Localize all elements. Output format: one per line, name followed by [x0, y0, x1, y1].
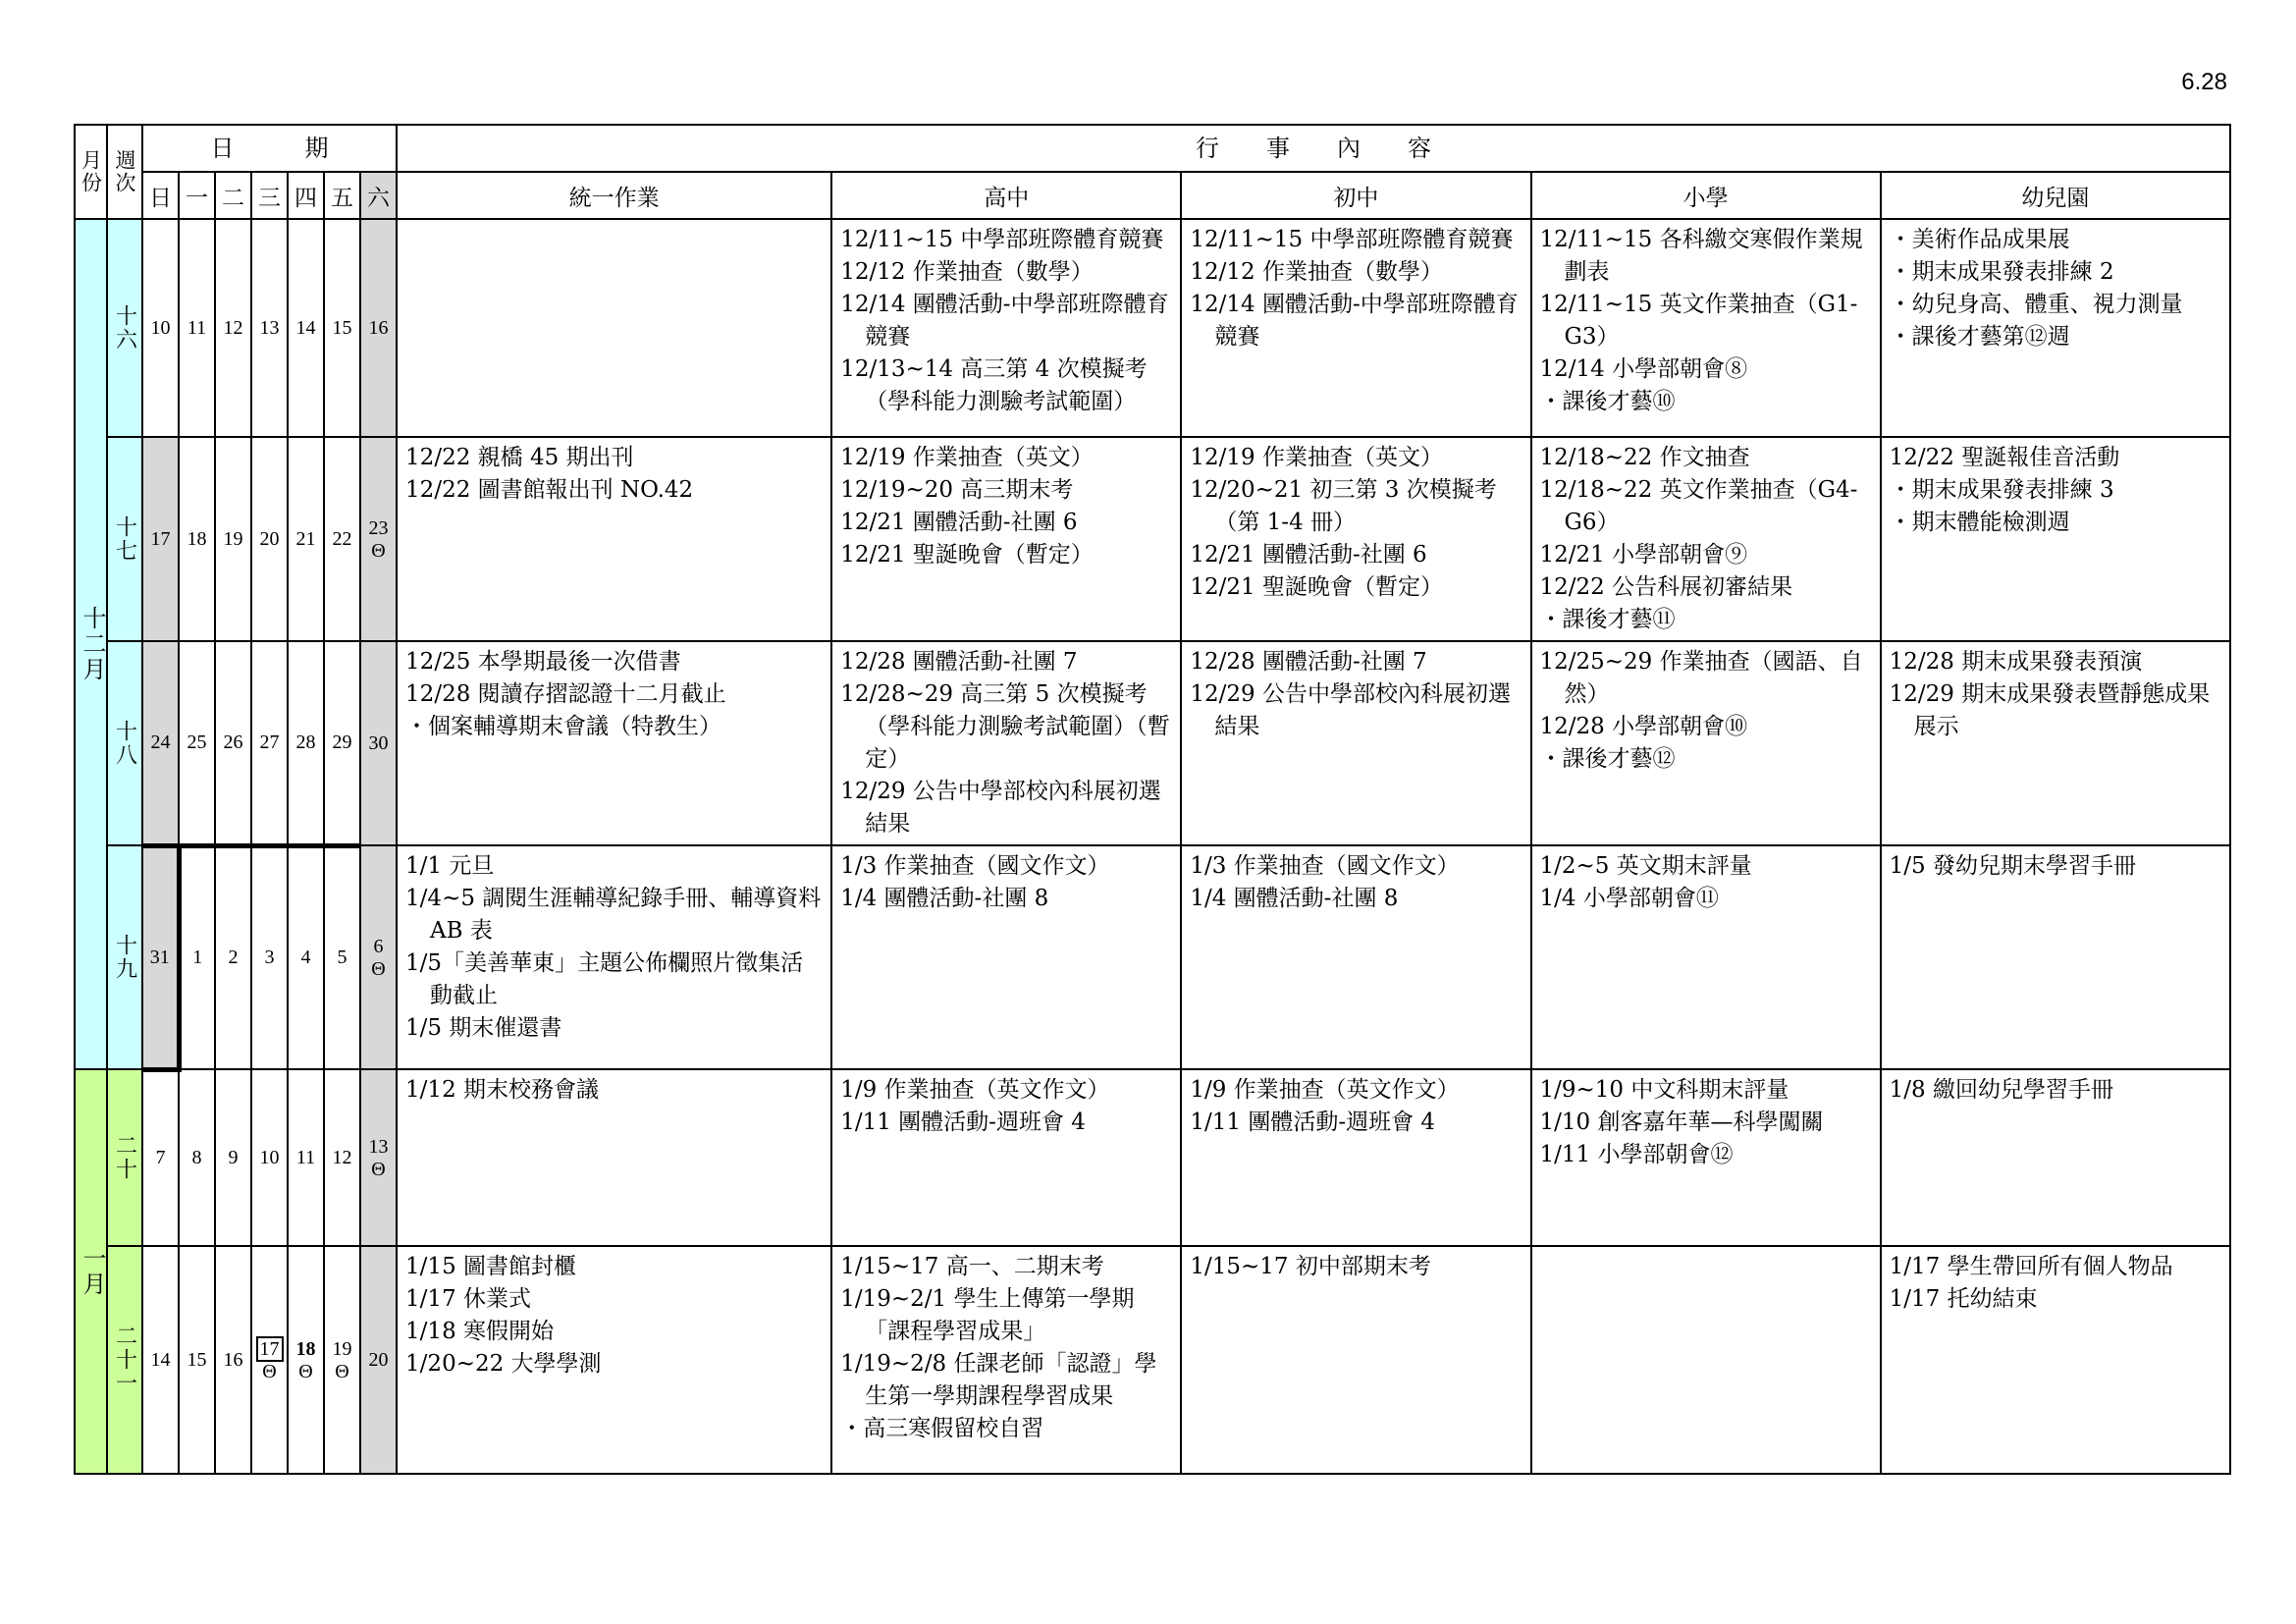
- week-row: [75, 1246, 2230, 1474]
- event-item: 1/1 元旦: [405, 853, 495, 879]
- holiday-mark-icon: Θ: [335, 1360, 349, 1382]
- event-item: 12/19 作業抽查（英文）: [1190, 445, 1443, 470]
- event-list: [1190, 1251, 1523, 1283]
- event-item: 1/15 圖書館封櫃: [405, 1254, 577, 1279]
- date-number: 14: [150, 1348, 171, 1371]
- event-item: 1/5 期末催還書: [405, 1015, 562, 1041]
- event-list: [405, 442, 825, 507]
- week-number-cell: [107, 437, 142, 641]
- holiday-mark-icon: Θ: [371, 539, 386, 562]
- event-item: 12/13~14 高三第 4 次模擬考（學科能力測驗考試範圍）: [840, 356, 1148, 414]
- event-list: [840, 850, 1174, 915]
- event-list: [405, 646, 825, 743]
- event-item: 12/25~29 作業抽查（國語、自然）: [1539, 649, 1863, 707]
- event-item: 12/28 團體活動-社團 7: [840, 649, 1078, 675]
- event-item: 12/21 聖誕晚會（暫定）: [840, 542, 1094, 568]
- date-number: 18: [295, 1337, 316, 1360]
- events-unified: [397, 1069, 831, 1246]
- event-item: 12/19 作業抽查（英文）: [840, 445, 1094, 470]
- date-cell: [251, 1069, 288, 1246]
- event-item: 1/15~17 高一、二期末考: [840, 1254, 1104, 1279]
- date-cell: [142, 845, 179, 1069]
- date-cell: [360, 1069, 397, 1246]
- date-cell: [215, 1246, 251, 1474]
- school-calendar-table: [74, 124, 2231, 1475]
- events-unified: [397, 219, 831, 437]
- event-item: 12/19~20 高三期末考: [840, 477, 1074, 503]
- event-item: 12/28 小學部朝會⑩: [1539, 714, 1748, 739]
- event-list: [405, 850, 825, 1045]
- event-item: 12/22 聖誕報佳音活動: [1889, 445, 2120, 470]
- date-number: 13: [368, 1135, 389, 1158]
- date-number: 1: [192, 947, 203, 969]
- events-high: [831, 1069, 1181, 1246]
- event-item: 1/3 作業抽查（國文作文）: [840, 853, 1110, 879]
- weekday-header: 三: [251, 172, 288, 219]
- event-item: 12/28~29 高三第 5 次模擬考（學科能力測驗考試範圍）（暫定）: [840, 681, 1170, 772]
- event-list: [1890, 1251, 2223, 1316]
- week-number: 十七: [112, 515, 137, 563]
- date-number: 17: [256, 1336, 284, 1362]
- date-number: 20: [259, 527, 280, 550]
- date-number: 19: [223, 527, 243, 550]
- event-item: 1/8 繳回幼兒學習手冊: [1889, 1077, 2113, 1103]
- date-cell: [142, 1246, 179, 1474]
- events-unified: [397, 437, 831, 641]
- event-list: [1890, 224, 2223, 353]
- event-item: ・課後才藝⑪: [1539, 607, 1676, 632]
- week-header: 週次: [107, 125, 142, 219]
- date-number: 3: [264, 947, 275, 969]
- date-number: 2: [228, 947, 239, 969]
- event-item: 12/14 團體活動-中學部班際體育競賽: [840, 292, 1169, 350]
- date-number: 11: [295, 1146, 316, 1168]
- event-item: 1/10 創客嘉年華—科學闖關: [1539, 1110, 1824, 1135]
- date-cell: [288, 437, 324, 641]
- weekday-header: 六: [360, 172, 397, 219]
- event-list: [840, 442, 1174, 571]
- event-item: 1/11 團體活動-週班會 4: [1190, 1110, 1436, 1135]
- week-row: [75, 845, 2230, 1069]
- date-cell: [215, 219, 251, 437]
- date-cell: [179, 845, 215, 1069]
- events-high: [831, 437, 1181, 641]
- month-cell: [75, 1069, 107, 1474]
- event-item: 12/29 公告中學部校內科展初選結果: [1190, 681, 1511, 739]
- date-cell: [179, 1069, 215, 1246]
- event-item: 12/18~22 英文作業抽查（G4-G6）: [1539, 477, 1858, 535]
- events-kinder: [1881, 437, 2230, 641]
- date-number: 30: [368, 731, 389, 754]
- event-item: 1/17 托幼結束: [1889, 1286, 2038, 1312]
- event-item: 12/11~15 各科繳交寒假作業規劃表: [1539, 227, 1863, 285]
- event-item: 12/20~21 初三第 3 次模擬考（第 1-4 冊）: [1190, 477, 1497, 535]
- date-cell: [288, 1246, 324, 1474]
- events-junior: [1181, 1069, 1530, 1246]
- date-number: 10: [259, 1146, 280, 1168]
- date-cell: [215, 845, 251, 1069]
- date-number: 22: [332, 527, 352, 550]
- week-number: 十九: [112, 934, 137, 981]
- event-item: 12/12 作業抽查（數學）: [840, 259, 1094, 285]
- date-cell: [251, 641, 288, 845]
- date-number: 12: [223, 316, 243, 339]
- event-list: [1190, 1074, 1523, 1139]
- date-number: 20: [368, 1348, 389, 1371]
- date-cell: [324, 437, 360, 641]
- event-item: 1/4~5 調閱生涯輔導紀錄手冊、輔導資料 AB 表: [405, 886, 822, 944]
- event-item: 12/28 閱讀存摺認證十二月截止: [405, 681, 726, 707]
- event-list: [405, 1251, 825, 1380]
- date-number: 11: [187, 316, 207, 339]
- date-cell: [324, 641, 360, 845]
- column-header: 小學: [1531, 172, 1881, 219]
- event-item: 12/14 小學部朝會⑧: [1539, 356, 1748, 382]
- holiday-mark-icon: Θ: [371, 1158, 386, 1180]
- date-cell: [288, 1069, 324, 1246]
- event-item: 12/11~15 英文作業抽查（G1-G3）: [1539, 292, 1858, 350]
- weekday-header: 二: [215, 172, 251, 219]
- events-junior: [1181, 845, 1530, 1069]
- date-cell: [360, 437, 397, 641]
- date-number: 24: [150, 731, 171, 753]
- column-header: 高中: [831, 172, 1181, 219]
- event-item: 1/15~17 初中部期末考: [1190, 1254, 1431, 1279]
- week-number: 十六: [112, 304, 137, 352]
- event-item: 1/9~10 中文科期末評量: [1539, 1077, 1789, 1103]
- event-item: 1/12 期末校務會議: [405, 1077, 600, 1103]
- events-high: [831, 641, 1181, 845]
- week-number: 二十一: [112, 1325, 137, 1395]
- date-cell: [360, 219, 397, 437]
- event-item: 1/11 團體活動-週班會 4: [840, 1110, 1086, 1135]
- event-list: [1540, 224, 1874, 418]
- events-kinder: [1881, 1246, 2230, 1474]
- event-list: [1540, 850, 1874, 915]
- event-item: 12/25 本學期最後一次借書: [405, 649, 681, 675]
- event-item: ・高三寒假留校自習: [840, 1416, 1044, 1441]
- events-kinder: [1881, 1069, 2230, 1246]
- event-item: 12/21 團體活動-社團 6: [1190, 542, 1427, 568]
- events-junior: [1181, 219, 1530, 437]
- date-number: 16: [223, 1348, 243, 1371]
- events-junior: [1181, 1246, 1530, 1474]
- date-cell: [360, 1246, 397, 1474]
- events-high: [831, 1246, 1181, 1474]
- date-cell: [324, 845, 360, 1069]
- events-kinder: [1881, 219, 2230, 437]
- date-cell: [360, 641, 397, 845]
- event-item: 1/19~2/8 任課老師「認證」學生第一學期課程學習成果: [840, 1351, 1157, 1409]
- week-row: [75, 1069, 2230, 1246]
- date-number: 19: [332, 1337, 352, 1360]
- date-cell: [179, 641, 215, 845]
- week-number-cell: [107, 219, 142, 437]
- event-item: 1/20~22 大學學測: [405, 1351, 602, 1377]
- event-list: [1190, 442, 1523, 604]
- event-item: 12/22 圖書館報出刊 NO.42: [405, 477, 694, 503]
- event-item: 12/21 團體活動-社團 6: [840, 510, 1078, 535]
- date-number: 21: [295, 527, 316, 550]
- event-item: 12/22 公告科展初審結果: [1539, 574, 1793, 600]
- event-item: ・個案輔導期末會議（特教生）: [405, 714, 722, 739]
- holiday-mark-icon: Θ: [371, 957, 386, 980]
- event-item: 12/22 親橋 45 期出刊: [405, 445, 634, 470]
- event-list: [1540, 442, 1874, 636]
- event-item: 1/17 休業式: [405, 1286, 532, 1312]
- date-number: 15: [332, 316, 352, 339]
- event-item: 1/3 作業抽查（國文作文）: [1190, 853, 1460, 879]
- date-number: 4: [300, 947, 311, 969]
- date-cell: [251, 845, 288, 1069]
- date-cell: [142, 641, 179, 845]
- date-cell: [215, 641, 251, 845]
- date-number: 16: [368, 316, 389, 339]
- date-cell: [324, 1246, 360, 1474]
- event-item: ・課後才藝第⑫週: [1889, 324, 2070, 350]
- date-cell: [251, 1246, 288, 1474]
- event-item: 1/9 作業抽查（英文作文）: [1190, 1077, 1460, 1103]
- week-row: [75, 437, 2230, 641]
- date-number: 26: [223, 731, 243, 753]
- date-number: 14: [295, 316, 316, 339]
- event-item: 1/19~2/1 學生上傳第一學期「課程學習成果」: [840, 1286, 1135, 1344]
- event-item: 12/28 期末成果發表預演: [1889, 649, 2143, 675]
- date-cell: [288, 219, 324, 437]
- date-cell: [142, 219, 179, 437]
- events-unified: [397, 1246, 831, 1474]
- column-header: 初中: [1181, 172, 1530, 219]
- date-number: 15: [187, 1348, 207, 1371]
- events-primary: [1531, 437, 1881, 641]
- events-header: 行 事 內 容: [397, 125, 2230, 172]
- column-header: 統一作業: [397, 172, 831, 219]
- event-item: 12/18~22 作文抽查: [1539, 445, 1750, 470]
- week-row: [75, 641, 2230, 845]
- event-list: [1190, 646, 1523, 743]
- date-cell: [288, 641, 324, 845]
- event-item: 1/4 團體活動-社團 8: [840, 886, 1049, 911]
- date-cell: [360, 845, 397, 1069]
- event-item: 1/9 作業抽查（英文作文）: [840, 1077, 1110, 1103]
- events-unified: [397, 641, 831, 845]
- holiday-mark-icon: Θ: [262, 1360, 277, 1382]
- event-item: 12/29 期末成果發表暨靜態成果展示: [1889, 681, 2211, 739]
- date-number: 6: [373, 935, 384, 957]
- date-number: 8: [191, 1146, 202, 1168]
- event-item: 1/11 小學部朝會⑫: [1539, 1142, 1734, 1167]
- event-list: [1890, 1074, 2223, 1107]
- event-item: ・課後才藝⑫: [1539, 746, 1676, 772]
- month-label: 一月: [79, 1246, 106, 1297]
- week-number-cell: [107, 641, 142, 845]
- event-item: ・幼兒身高、體重、視力測量: [1889, 292, 2183, 317]
- events-junior: [1181, 437, 1530, 641]
- event-list: [1540, 646, 1874, 776]
- event-list: [405, 1074, 825, 1107]
- event-item: 1/17 學生帶回所有個人物品: [1889, 1254, 2173, 1279]
- month-cell: [75, 219, 107, 1069]
- date-number: 27: [259, 731, 280, 753]
- event-item: 1/5「美善華東」主題公佈欄照片徵集活動截止: [405, 950, 804, 1008]
- events-high: [831, 219, 1181, 437]
- event-item: 1/18 寒假開始: [405, 1319, 555, 1344]
- event-item: 12/21 小學部朝會⑨: [1539, 542, 1748, 568]
- event-item: 12/29 公告中學部校內科展初選結果: [840, 779, 1161, 837]
- weekday-header: 五: [324, 172, 360, 219]
- date-cell: [215, 1069, 251, 1246]
- event-list: [1890, 850, 2223, 883]
- event-item: 12/21 聖誕晚會（暫定）: [1190, 574, 1443, 600]
- date-cell: [179, 1246, 215, 1474]
- event-item: 12/28 團體活動-社團 7: [1190, 649, 1427, 675]
- events-kinder: [1881, 641, 2230, 845]
- date-cell: [288, 845, 324, 1069]
- week-number-cell: [107, 845, 142, 1069]
- date-cell: [251, 219, 288, 437]
- event-list: [1890, 442, 2223, 539]
- page-number: 6.28: [2181, 69, 2227, 95]
- event-list: [1190, 224, 1523, 353]
- weekday-header: 四: [288, 172, 324, 219]
- date-cell: [215, 437, 251, 641]
- date-cell: [251, 437, 288, 641]
- event-list: [840, 1251, 1174, 1445]
- event-item: 12/11~15 中學部班際體育競賽: [1190, 227, 1514, 252]
- events-primary: [1531, 845, 1881, 1069]
- event-item: ・期末成果發表排練 3: [1889, 477, 2114, 503]
- date-number: 28: [295, 731, 316, 753]
- date-number: 7: [155, 1147, 166, 1169]
- date-number: 23: [368, 516, 389, 539]
- holiday-mark-icon: Θ: [298, 1360, 313, 1382]
- date-number: 5: [337, 947, 347, 969]
- date-number: 10: [150, 316, 171, 339]
- events-unified: [397, 845, 831, 1069]
- date-cell: [142, 1069, 179, 1246]
- event-item: 1/5 發幼兒期末學習手冊: [1889, 853, 2136, 879]
- event-item: ・美術作品成果展: [1889, 227, 2070, 252]
- column-header: 幼兒園: [1881, 172, 2230, 219]
- week-row: [75, 219, 2230, 437]
- events-primary: [1531, 1069, 1881, 1246]
- events-primary: [1531, 1246, 1881, 1474]
- week-number-cell: [107, 1246, 142, 1474]
- event-item: 1/4 團體活動-社團 8: [1190, 886, 1399, 911]
- month-header: 月份: [75, 125, 107, 219]
- events-kinder: [1881, 845, 2230, 1069]
- event-item: 1/4 小學部朝會⑪: [1539, 886, 1719, 911]
- date-header: 日 期: [142, 125, 397, 172]
- events-primary: [1531, 641, 1881, 845]
- event-list: [1890, 646, 2223, 743]
- date-number: 12: [332, 1146, 352, 1168]
- event-item: ・課後才藝⑩: [1539, 389, 1676, 414]
- event-item: ・期末成果發表排練 2: [1889, 259, 2114, 285]
- date-cell: [324, 219, 360, 437]
- date-cell: [179, 219, 215, 437]
- events-primary: [1531, 219, 1881, 437]
- date-number: 18: [187, 527, 207, 550]
- weekday-header: 日: [142, 172, 179, 219]
- weekday-header: 一: [179, 172, 215, 219]
- events-high: [831, 845, 1181, 1069]
- event-item: 1/2~5 英文期末評量: [1539, 853, 1752, 879]
- event-item: 12/11~15 中學部班際體育競賽: [840, 227, 1164, 252]
- event-list: [840, 646, 1174, 840]
- week-number-cell: [107, 1069, 142, 1246]
- date-number: 17: [150, 527, 171, 550]
- week-number: 二十: [112, 1134, 137, 1181]
- month-label: 十二月: [79, 606, 106, 682]
- events-junior: [1181, 641, 1530, 845]
- week-number: 十八: [112, 720, 137, 767]
- event-list: [1540, 1074, 1874, 1171]
- event-list: [1190, 850, 1523, 915]
- date-number: 31: [149, 946, 170, 968]
- date-number: 29: [332, 731, 352, 753]
- date-cell: [179, 437, 215, 641]
- event-list: [840, 224, 1174, 418]
- date-cell: [142, 437, 179, 641]
- event-item: ・期末體能檢測週: [1889, 510, 2070, 535]
- date-number: 9: [228, 1146, 239, 1168]
- event-item: 12/14 團體活動-中學部班際體育競賽: [1190, 292, 1519, 350]
- date-number: 13: [259, 316, 280, 339]
- event-list: [840, 1074, 1174, 1139]
- date-number: 25: [187, 731, 207, 753]
- date-cell: [324, 1069, 360, 1246]
- event-item: 12/12 作業抽查（數學）: [1190, 259, 1443, 285]
